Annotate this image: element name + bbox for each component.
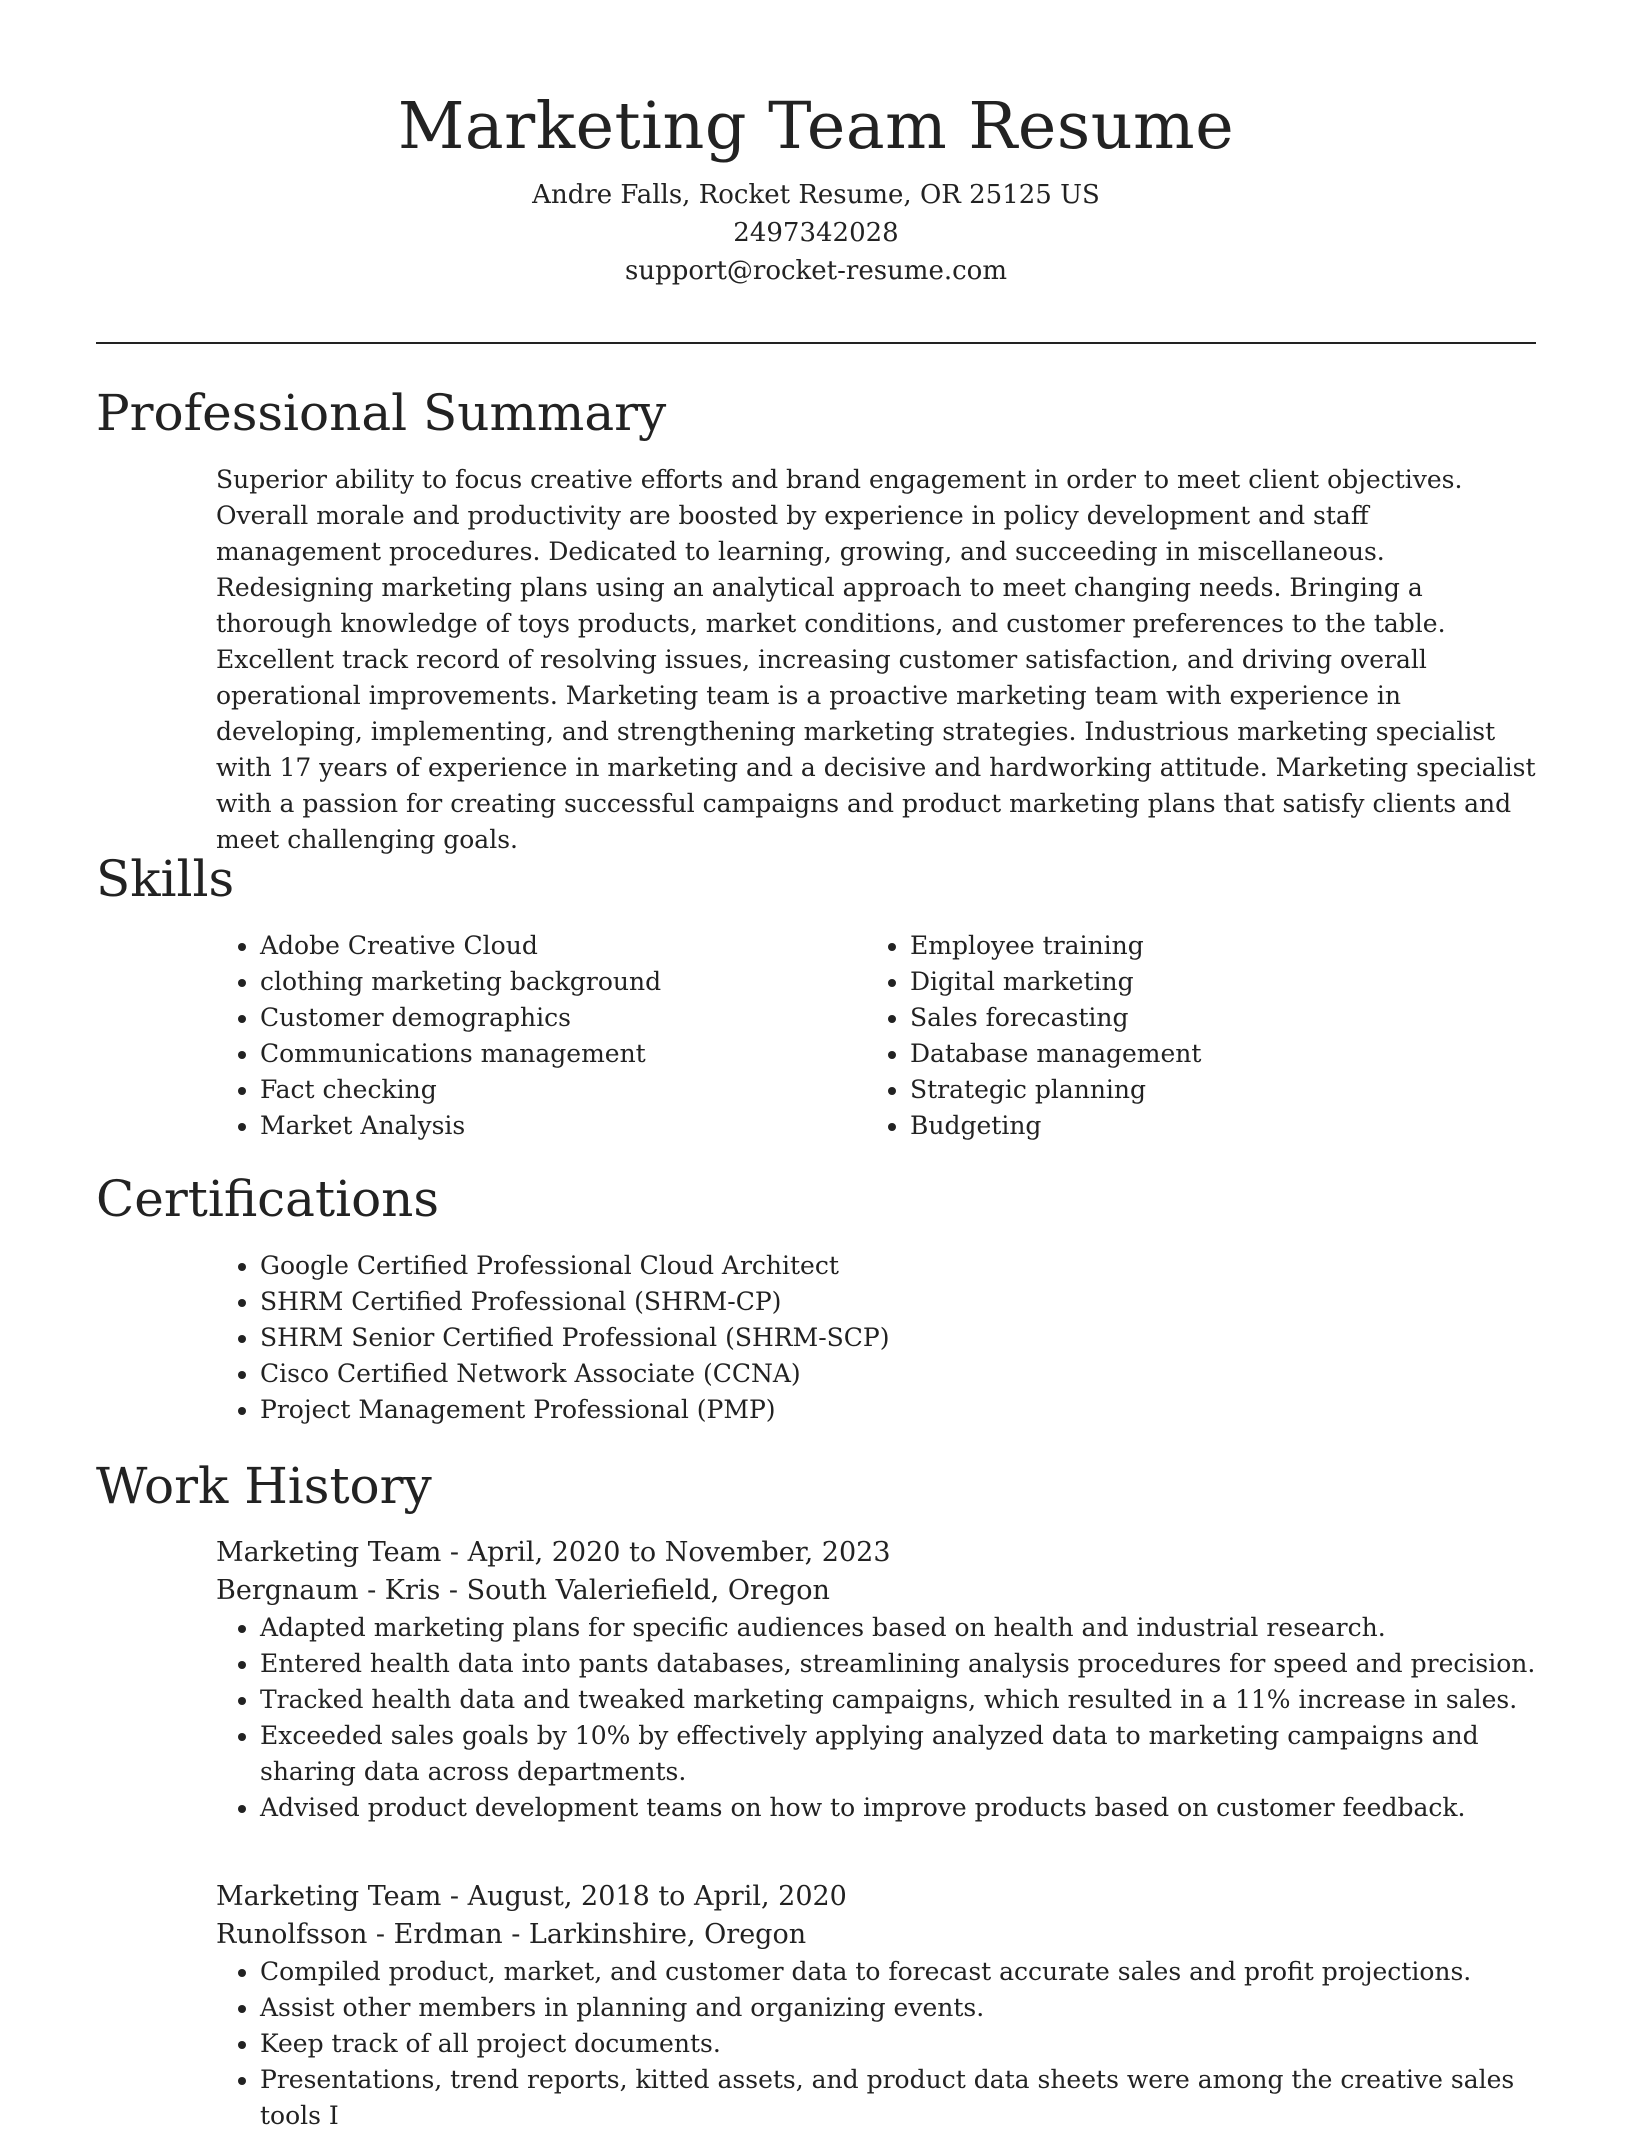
list-item: • Budgeting xyxy=(910,1108,1506,1144)
list-item: • Adapted marketing plans for specific audiences based on health and industrial research. xyxy=(260,1610,1541,1646)
skills-heading: Skills xyxy=(96,850,235,908)
certifications-list xyxy=(216,1248,1516,1428)
header-divider xyxy=(96,342,1536,344)
skills-column-right xyxy=(866,928,1506,1144)
list-item: • Tracked health data and tweaked marketing campaigns, which resulted in a 11% increase in sales. xyxy=(260,1682,1541,1718)
list-item: • Customer demographics xyxy=(260,1000,856,1036)
certifications-block xyxy=(216,1248,1516,1428)
list-item: • Advised product development teams on how to improve products based on customer feedback. xyxy=(260,1790,1541,1826)
list-item: • Employee training xyxy=(910,928,1506,964)
list-item: • Market Analysis xyxy=(260,1108,856,1144)
list-item: • Project Management Professional (PMP) xyxy=(260,1392,1516,1428)
contact-block xyxy=(0,176,1632,290)
summary-heading: Professional Summary xyxy=(96,384,667,442)
list-item: • Compiled product, market, and customer data to forecast accurate sales and profit projections. xyxy=(260,1954,1541,1990)
list-item: • Adobe Creative Cloud xyxy=(260,928,856,964)
job-company-line: Bergnaum - Kris - South Valeriefield, Oregon xyxy=(216,1575,830,1606)
skills-list-left xyxy=(216,928,856,1144)
contact-phone: 2497342028 xyxy=(733,218,899,248)
list-item: • Entered health data into pants databases, streamlining analysis procedures for speed and precision. xyxy=(260,1646,1541,1682)
skills-column-left xyxy=(216,928,856,1144)
work-history-heading: Work History xyxy=(96,1457,432,1515)
job-company-line: Runolfsson - Erdman - Larkinshire, Oregon xyxy=(216,1919,807,1950)
job-entry xyxy=(216,1878,1541,2134)
job-duties-list xyxy=(216,1610,1541,1826)
list-item: • Communications management xyxy=(260,1036,856,1072)
contact-email: support@rocket-resume.com xyxy=(624,256,1007,286)
contact-address: Andre Falls, Rocket Resume, OR 25125 US xyxy=(532,180,1100,210)
resume-header xyxy=(0,0,1632,290)
summary-text: Superior ability to focus creative efforts and brand engagement in order to meet client objectives. Overall morale and productivity are boosted by experience in policy development and staff management procedures. Dedicated to learning, growing, and succeeding in miscellaneous. Redesigning marketing plans using an analytical approach to meet changing needs. Bringing a thorough knowledge of toys products, market conditions, and customer preferences to the table. Excellent track record of resolving issues, increasing customer satisfaction, and driving overall operational improvements. Marketing team is a proactive marketing team with experience in developing, implementing, and strengthening marketing strategies. Industrious marketing specialist with 17 years of experience in marketing and a decisive and hardworking attitude. Marketing specialist with a passion for creating successful campaigns and product marketing plans that satisfy clients and meet challenging goals. xyxy=(216,465,1536,854)
job-role-line: Marketing Team - August, 2018 to April, 2020 xyxy=(216,1881,847,1912)
list-item: • Google Certified Professional Cloud Architect xyxy=(260,1248,1516,1284)
list-item: • Database management xyxy=(910,1036,1506,1072)
list-item: • Strategic planning xyxy=(910,1072,1506,1108)
list-item: • clothing marketing background xyxy=(260,964,856,1000)
skills-list-right xyxy=(866,928,1506,1144)
certifications-heading: Certifications xyxy=(96,1170,440,1228)
list-item: • Assist other members in planning and organizing events. xyxy=(260,1990,1541,2026)
resume-title: Marketing Team Resume xyxy=(397,89,1235,164)
list-item: • Digital marketing xyxy=(910,964,1506,1000)
list-item: • SHRM Certified Professional (SHRM-CP) xyxy=(260,1284,1516,1320)
list-item: • Presentations, trend reports, kitted assets, and product data sheets were among the creative sales tools I xyxy=(260,2062,1541,2134)
list-item: • Sales forecasting xyxy=(910,1000,1506,1036)
list-item: • SHRM Senior Certified Professional (SHRM-SCP) xyxy=(260,1320,1516,1356)
list-item: • Keep track of all project documents. xyxy=(260,2026,1541,2062)
job-entry xyxy=(216,1534,1541,1826)
list-item: • Cisco Certified Network Associate (CCNA) xyxy=(260,1356,1516,1392)
list-item: • Fact checking xyxy=(260,1072,856,1108)
job-role-line: Marketing Team - April, 2020 to November, 2023 xyxy=(216,1537,891,1568)
list-item: • Exceeded sales goals by 10% by effectively applying analyzed data to marketing campaigns and sharing data across departments. xyxy=(260,1718,1541,1790)
job-duties-list xyxy=(216,1954,1541,2134)
